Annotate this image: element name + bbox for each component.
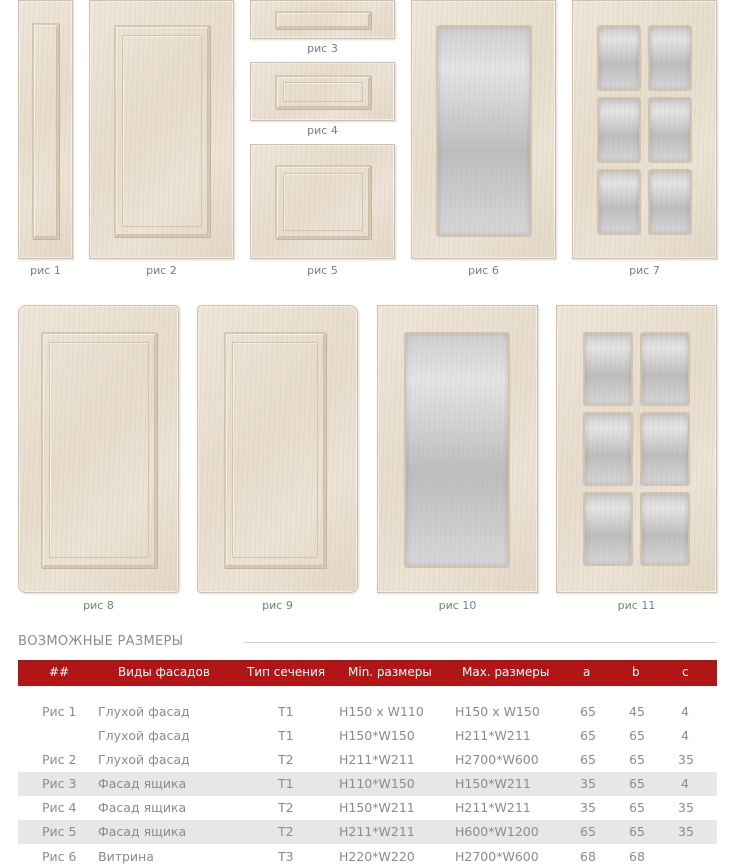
figure-caption: рис 1 [30, 264, 61, 277]
door-panel-inner [283, 82, 363, 102]
cell-max: H211*W211 [455, 800, 531, 815]
glass-pane [436, 25, 532, 237]
cell-max: H150*W211 [455, 776, 531, 791]
cell-max: H2700*W600 [455, 849, 539, 864]
cell-a: 65 [580, 752, 596, 767]
cell-max: H150 x W150 [455, 704, 540, 719]
table-row [18, 724, 717, 748]
cell-a: 68 [580, 849, 596, 864]
door-image-5 [250, 144, 395, 259]
figure-caption: рис 7 [629, 264, 660, 277]
cell-min: H150*W211 [339, 800, 415, 815]
cell-max: H211*W211 [455, 728, 531, 743]
cell-max: H600*W1200 [455, 824, 539, 839]
cell-type: Фасад ящика [98, 824, 187, 839]
col-header-type: Виды фасадов [118, 665, 210, 679]
section-divider [244, 642, 717, 643]
cell-min: H150*W150 [339, 728, 415, 743]
cell-c: 4 [681, 728, 689, 743]
table-row [18, 748, 717, 772]
door-image-2 [89, 0, 234, 259]
cell-type: Фасад ящика [98, 800, 187, 815]
cell-a: 65 [580, 704, 596, 719]
cell-b: 65 [629, 800, 645, 815]
door-panel-inner [283, 173, 363, 231]
cell-fig: Рис 6 [42, 849, 77, 864]
table-row [18, 820, 717, 844]
cell-b: 68 [629, 849, 645, 864]
table-header [18, 660, 717, 686]
cell-min: H110*W150 [339, 776, 415, 791]
door-panel-inner [122, 35, 202, 227]
cell-fig: Рис 3 [42, 776, 77, 791]
cell-fig: Рис 5 [42, 824, 77, 839]
glass-pane [648, 25, 692, 91]
cell-section: T2 [278, 752, 294, 767]
table-row [18, 845, 717, 864]
cell-b: 65 [629, 824, 645, 839]
col-header-section: Тип сечения [247, 665, 326, 679]
cell-fig: Рис 2 [42, 752, 77, 767]
figure-caption: рис 4 [307, 124, 338, 137]
cell-type: Витрина [98, 849, 154, 864]
door-panel [32, 23, 59, 239]
cell-section: T2 [278, 824, 294, 839]
cell-min: H211*W211 [339, 752, 415, 767]
glass-pane [583, 412, 633, 486]
door-image-1 [18, 0, 73, 259]
cell-min: H150 x W110 [339, 704, 424, 719]
glass-pane [648, 97, 692, 163]
cell-c: 4 [681, 704, 689, 719]
glass-pane [648, 169, 692, 235]
col-header-c: c [682, 665, 689, 679]
cell-max: H2700*W600 [455, 752, 539, 767]
cell-type: Фасад ящика [98, 776, 187, 791]
glass-pane [583, 492, 633, 566]
door-image-10 [377, 305, 538, 593]
door-image-7 [572, 0, 717, 259]
glass-pane [597, 169, 641, 235]
cell-min: H211*W211 [339, 824, 415, 839]
door-image-6 [411, 0, 556, 259]
cell-a: 35 [580, 776, 596, 791]
cell-c: 35 [678, 824, 694, 839]
door-image-4 [250, 62, 395, 121]
table-row [18, 700, 717, 724]
cell-b: 45 [629, 704, 645, 719]
figure-caption: рис 2 [146, 264, 177, 277]
table-row [18, 796, 717, 820]
cell-b: 65 [629, 728, 645, 743]
cell-b: 65 [629, 776, 645, 791]
figure-caption: рис 6 [468, 264, 499, 277]
cell-b: 65 [629, 752, 645, 767]
glass-pane [583, 332, 633, 406]
cell-c: 35 [678, 752, 694, 767]
glass-pane [640, 412, 690, 486]
cell-fig: Рис 4 [42, 800, 77, 815]
figure-caption: рис 10 [438, 599, 477, 612]
cell-section: T2 [278, 800, 294, 815]
figure-caption: рис 8 [83, 599, 114, 612]
door-image-11 [556, 305, 717, 593]
door-panel-inner [232, 342, 318, 558]
figure-caption: рис 5 [307, 264, 338, 277]
door-image-3 [250, 0, 395, 39]
glass-pane [597, 25, 641, 91]
door-panel-inner [49, 342, 149, 558]
cell-a: 65 [580, 728, 596, 743]
cell-section: T1 [278, 704, 294, 719]
glass-pane [640, 492, 690, 566]
door-image-8 [18, 305, 179, 593]
door-image-9 [197, 305, 358, 593]
cell-section: T1 [278, 728, 294, 743]
glass-pane [640, 332, 690, 406]
cell-a: 65 [580, 824, 596, 839]
col-header-num: ## [49, 665, 70, 679]
cell-type: Глухой фасад [98, 704, 190, 719]
cell-section: T3 [278, 849, 294, 864]
table-row [18, 772, 717, 796]
figure-caption: рис 9 [262, 599, 293, 612]
cell-type: Глухой фасад [98, 752, 190, 767]
figure-caption: рис 11 [617, 599, 656, 612]
glass-pane [597, 97, 641, 163]
col-header-min: Min. размеры [348, 665, 432, 679]
cell-section: T1 [278, 776, 294, 791]
cell-c: 35 [678, 800, 694, 815]
col-header-b: b [632, 665, 640, 679]
glass-pane [404, 332, 510, 568]
cell-fig: Рис 1 [42, 704, 77, 719]
cell-type: Глухой фасад [98, 728, 190, 743]
cell-a: 35 [580, 800, 596, 815]
col-header-max: Max. размеры [462, 665, 550, 679]
section-title: ВОЗМОЖНЫЕ РАЗМЕРЫ [18, 634, 184, 649]
cell-c: 4 [681, 776, 689, 791]
door-panel [275, 11, 371, 29]
col-header-a: a [583, 665, 591, 679]
figure-caption: рис 3 [307, 42, 338, 55]
cell-min: H220*W220 [339, 849, 415, 864]
